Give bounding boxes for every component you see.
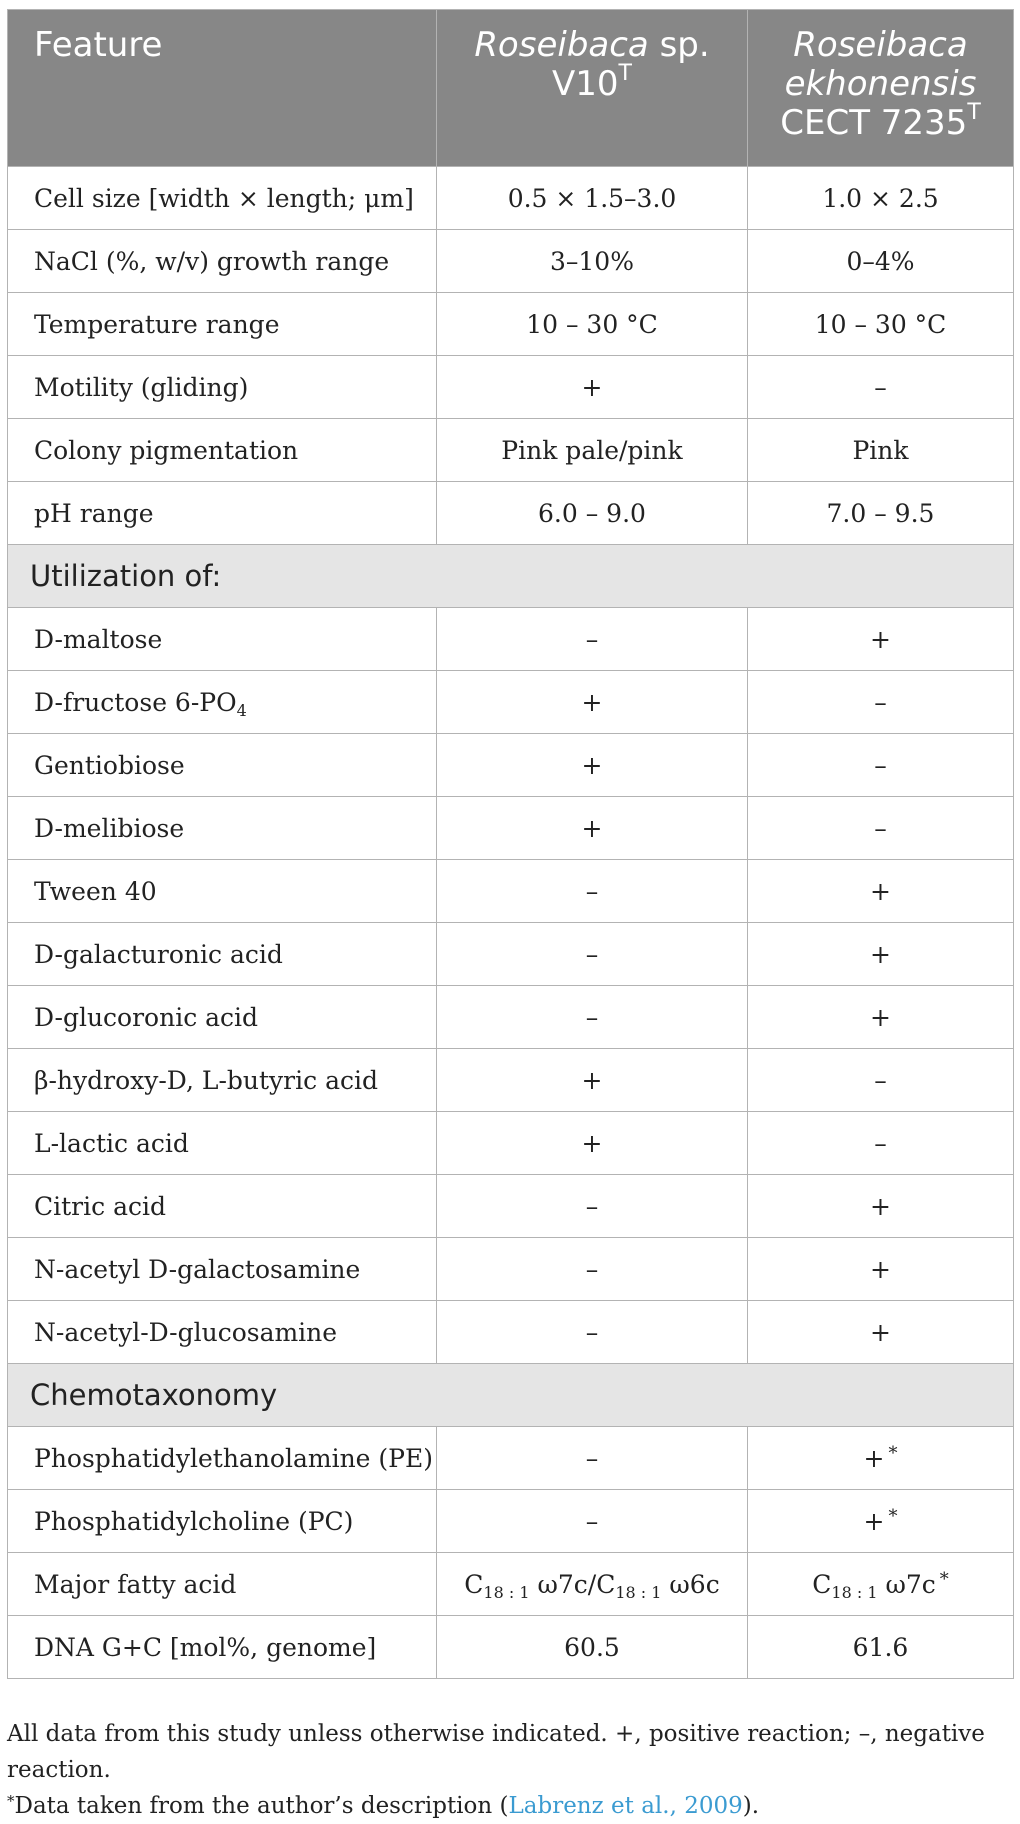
row-value-2: Pink (748, 419, 1014, 482)
row-value-1: + (437, 1049, 748, 1112)
row-label: Temperature range (8, 293, 437, 356)
table-row (8, 230, 1014, 293)
header-type-mark-1: T (618, 61, 632, 86)
header-species-2: ekhonensis (784, 64, 977, 104)
row-label: N-acetyl-D-glucosamine (8, 1301, 437, 1364)
section-row-utilization (8, 545, 1014, 608)
table-row (8, 293, 1014, 356)
row-label: D-melibiose (8, 797, 437, 860)
table-row (8, 419, 1014, 482)
row-label: D-galacturonic acid (8, 923, 437, 986)
fatty-sub: 18 : 1 (615, 1582, 662, 1602)
row-value-2: + (748, 923, 1014, 986)
header-genus-1: Roseibaca (474, 25, 649, 65)
row-label: DNA G+C [mol%, genome] (8, 1616, 437, 1679)
row-label: N-acetyl D-galactosamine (8, 1238, 437, 1301)
row-value-2: + (748, 1238, 1014, 1301)
row-value-1: 6.0 – 9.0 (437, 482, 748, 545)
header-type-mark-2: T (967, 100, 981, 125)
fatty-sub: 18 : 1 (831, 1582, 878, 1602)
row-value-2: + (748, 1175, 1014, 1238)
row-label: Cell size [width × length; μm] (8, 167, 437, 230)
header-roseibaca-ekhonensis (748, 10, 1014, 167)
row-value-2 (748, 1553, 1014, 1616)
table-row (8, 482, 1014, 545)
table-row (8, 1553, 1014, 1616)
fatty-omega7: ω7c (529, 1569, 588, 1599)
row-label: D-maltose (8, 608, 437, 671)
table-row (8, 167, 1014, 230)
table-row (8, 1049, 1014, 1112)
fatty-slash: / (587, 1569, 597, 1599)
row-label: Motility (gliding) (8, 356, 437, 419)
fatty-omega6: ω6c (661, 1569, 720, 1599)
table-row (8, 923, 1014, 986)
row-value-2: – (748, 1049, 1014, 1112)
section-title-utilization: Utilization of: (8, 545, 1014, 608)
row-value-1: – (437, 1175, 748, 1238)
row-value-2: + (748, 986, 1014, 1049)
row-value-2: – (748, 1112, 1014, 1175)
value-sign: + (863, 1443, 885, 1473)
row-value-1 (437, 1553, 748, 1616)
row-label: Colony pigmentation (8, 419, 437, 482)
row-label: Citric acid (8, 1175, 437, 1238)
row-value-1: + (437, 734, 748, 797)
comparison-table (7, 9, 1014, 1679)
header-genus-2: Roseibaca (793, 25, 968, 65)
table-row (8, 734, 1014, 797)
row-value-2: 0–4% (748, 230, 1014, 293)
fatty-omega7: ω7c (877, 1569, 936, 1599)
citation-link[interactable]: Labrenz et al., 2009 (508, 1793, 743, 1819)
row-label: pH range (8, 482, 437, 545)
table-row (8, 1427, 1014, 1490)
table-row (8, 797, 1014, 860)
row-label (8, 671, 437, 734)
row-value-2: + (748, 1301, 1014, 1364)
row-value-1: + (437, 797, 748, 860)
row-value-1: – (437, 923, 748, 986)
row-label: L-lactic acid (8, 1112, 437, 1175)
row-value-1: – (437, 986, 748, 1049)
row-value-1: – (437, 1427, 748, 1490)
row-value-2: 1.0 × 2.5 (748, 167, 1014, 230)
row-value-2: 61.6 (748, 1616, 1014, 1679)
fatty-c: C (464, 1569, 484, 1599)
row-value-1: + (437, 1112, 748, 1175)
table-row (8, 1301, 1014, 1364)
table-row (8, 860, 1014, 923)
row-label: Gentiobiose (8, 734, 437, 797)
footnote-source-text: Data taken from the author’s description ( (14, 1793, 509, 1819)
row-label: Phosphatidylcholine (PC) (8, 1490, 437, 1553)
row-value-2: – (748, 356, 1014, 419)
table-row (8, 1616, 1014, 1679)
header-feature: Feature (8, 10, 437, 167)
table-row (8, 356, 1014, 419)
header-roseibaca-v10 (437, 10, 748, 167)
row-label: Tween 40 (8, 860, 437, 923)
footnote-mark: * (888, 1442, 898, 1464)
table-row (8, 1112, 1014, 1175)
row-value-1: 0.5 × 1.5–3.0 (437, 167, 748, 230)
table-row (8, 986, 1014, 1049)
row-value-1: + (437, 671, 748, 734)
row-value-2: + (748, 608, 1014, 671)
row-value-1: 60.5 (437, 1616, 748, 1679)
row-value-2: – (748, 797, 1014, 860)
table-footnotes (7, 1716, 1013, 1824)
table-row (8, 1175, 1014, 1238)
footnote-star: * (7, 1792, 15, 1810)
row-label: Phosphatidylethanolamine (PE) (8, 1427, 437, 1490)
section-row-chemotaxonomy (8, 1364, 1014, 1427)
footnote-source-end: ). (742, 1793, 760, 1819)
row-label: D-glucoronic acid (8, 986, 437, 1049)
row-value-2: – (748, 734, 1014, 797)
fatty-c: C (812, 1569, 832, 1599)
row-value-1: 10 – 30 °C (437, 293, 748, 356)
row-label-subscript: 4 (236, 700, 247, 720)
fatty-c: C (596, 1569, 616, 1599)
row-value-2 (748, 1490, 1014, 1553)
value-sign: + (863, 1506, 885, 1536)
row-value-2: – (748, 671, 1014, 734)
row-label: NaCl (%, w/v) growth range (8, 230, 437, 293)
row-value-2: 7.0 – 9.5 (748, 482, 1014, 545)
row-value-1: – (437, 608, 748, 671)
header-strain-1: V10 (552, 64, 619, 104)
row-label: Major fatty acid (8, 1553, 437, 1616)
header-strain-2: CECT 7235 (780, 103, 968, 143)
row-value-1: – (437, 1301, 748, 1364)
row-value-2: + (748, 860, 1014, 923)
table-row (8, 1238, 1014, 1301)
row-value-1: – (437, 1238, 748, 1301)
row-value-1: + (437, 356, 748, 419)
row-value-2 (748, 1427, 1014, 1490)
section-title-chemotaxonomy: Chemotaxonomy (8, 1364, 1014, 1427)
row-label-main: D-fructose 6-PO (34, 687, 237, 717)
row-label: β-hydroxy-D, L-butyric acid (8, 1049, 437, 1112)
fatty-sub: 18 : 1 (483, 1582, 530, 1602)
table-row (8, 608, 1014, 671)
row-value-1: – (437, 1490, 748, 1553)
header-sp: sp. (648, 25, 710, 65)
footnote-source (7, 1788, 1013, 1824)
row-value-1: Pink pale/pink (437, 419, 748, 482)
row-value-1: 3–10% (437, 230, 748, 293)
table-row (8, 1490, 1014, 1553)
footnote-mark: * (939, 1568, 949, 1590)
table-row (8, 671, 1014, 734)
footnote-legend: All data from this study unless otherwise indicated. +, positive reaction; –, negative reaction. (7, 1721, 985, 1783)
row-value-2: 10 – 30 °C (748, 293, 1014, 356)
footnote-mark: * (888, 1505, 898, 1527)
row-value-1: – (437, 860, 748, 923)
table-header-row (8, 10, 1014, 167)
